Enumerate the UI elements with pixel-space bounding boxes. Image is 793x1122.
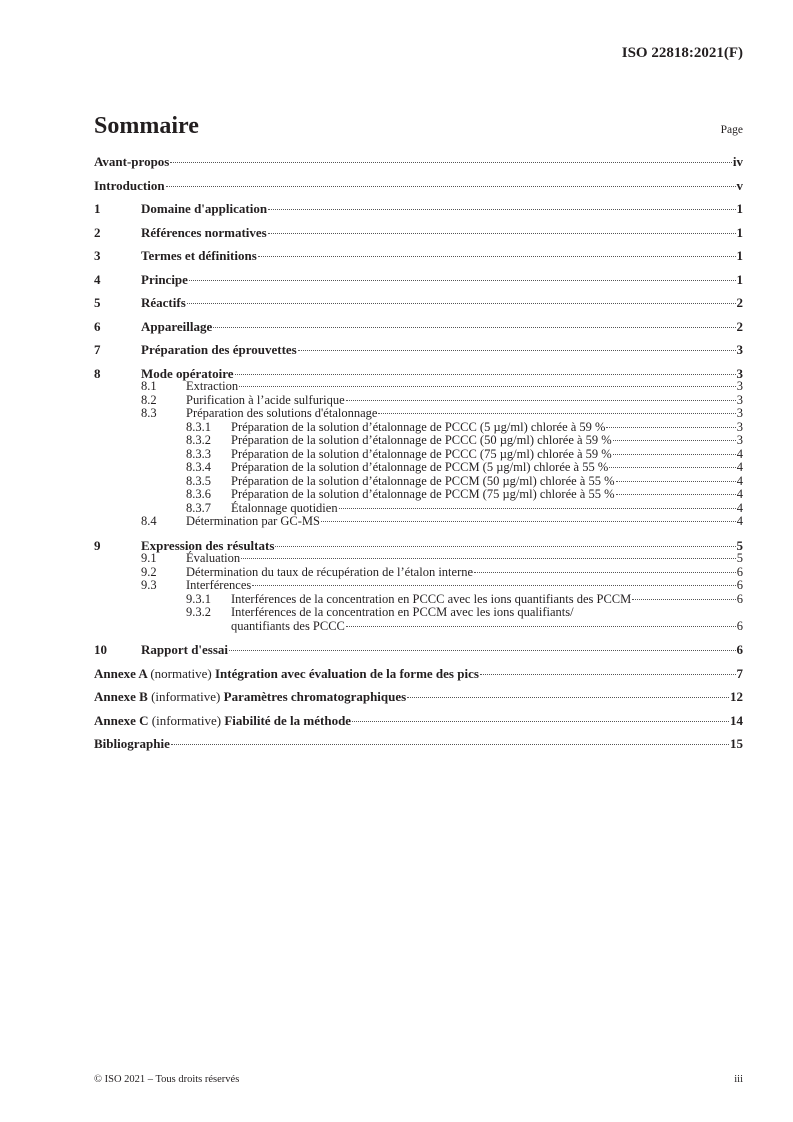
dot-leader <box>480 674 736 675</box>
page-column-label: Page <box>720 124 743 136</box>
toc-label: Préparation de la solution d’étalonnage de PCCM (5 µg/ml) chlorée à 55 % <box>231 460 609 474</box>
toc-label: Détermination du taux de récupération de l’étalon interne <box>186 564 474 579</box>
toc-page: 4 <box>736 487 743 501</box>
toc-page: 7 <box>736 665 743 681</box>
toc-entry-10[interactable] <box>94 643 743 657</box>
dot-leader <box>235 374 736 375</box>
toc-number: 8.4 <box>141 514 157 528</box>
dot-leader <box>268 233 736 234</box>
toc-label: Appareillage <box>141 318 213 334</box>
toc-number: 6 <box>94 318 101 334</box>
toc-entry-8-3-3[interactable] <box>94 448 743 462</box>
toc-number: 8.3.5 <box>186 473 211 488</box>
page-title: Sommaire <box>94 113 199 139</box>
table-of-contents <box>94 155 743 751</box>
toc-entry-bibliographie[interactable] <box>94 737 743 751</box>
dot-leader <box>275 546 735 547</box>
toc-entry-3[interactable] <box>94 249 743 263</box>
toc-label: Interférences de la concentration en PCCM avec les ions qualifiants/ <box>231 605 574 619</box>
toc-number: 9 <box>94 537 101 553</box>
dot-leader <box>632 599 736 600</box>
annex-prefix: Annexe A <box>94 665 148 681</box>
toc-number: 4 <box>94 271 101 287</box>
dot-leader <box>268 209 735 210</box>
dot-leader <box>229 650 735 651</box>
dot-leader <box>171 744 729 745</box>
toc-page: 6 <box>736 591 743 606</box>
dot-leader <box>606 427 735 428</box>
toc-page: 5 <box>736 537 743 553</box>
dot-leader <box>189 280 736 281</box>
toc-entry-9-3[interactable] <box>94 579 743 593</box>
toc-label: Expression des résultats <box>141 537 275 553</box>
toc-entry-8-3-4[interactable] <box>94 461 743 475</box>
toc-label: Préparation des éprouvettes <box>141 342 297 357</box>
toc-entry-8-3-6[interactable] <box>94 488 743 502</box>
toc-label: Préparation de la solution d’étalonnage de PCCM (50 µg/ml) chlorée à 55 % <box>231 473 615 488</box>
toc-page: iv <box>732 154 743 169</box>
toc-number: 8.3.2 <box>186 433 211 447</box>
toc-entry-6[interactable] <box>94 320 743 334</box>
toc-page: 14 <box>730 712 743 728</box>
toc-label: Termes et définitions <box>141 248 257 263</box>
toc-number: 9.3.1 <box>186 591 211 606</box>
dot-leader <box>609 467 736 468</box>
toc-label: Introduction <box>94 177 165 193</box>
toc-label: Détermination par GC-MS <box>186 514 321 528</box>
toc-entry-9-2[interactable] <box>94 566 743 580</box>
dot-leader <box>407 697 729 698</box>
toc-page: 1 <box>736 201 743 216</box>
dot-leader <box>613 440 736 441</box>
toc-entry-8-3-5[interactable] <box>94 475 743 489</box>
toc-page: 3 <box>736 379 743 393</box>
toc-entry-annex-a[interactable] <box>94 667 743 681</box>
page-number: iii <box>734 1074 743 1085</box>
toc-label: Purification à l’acide sulfurique <box>186 392 345 407</box>
toc-label: Interférences <box>186 578 252 592</box>
toc-page: 1 <box>736 224 743 240</box>
toc-label: Préparation de la solution d’étalonnage de PCCM (75 µg/ml) chlorée à 55 % <box>231 487 615 501</box>
title-row <box>94 113 743 140</box>
dot-leader <box>213 327 735 328</box>
annex-prefix: Annexe C <box>94 712 149 728</box>
dot-leader <box>321 521 736 522</box>
annex-type: (informative) <box>151 689 221 704</box>
toc-page: 1 <box>736 271 743 287</box>
toc-entry-9-3-2-continued[interactable] <box>94 620 743 634</box>
toc-entry-8-3-7[interactable] <box>94 502 743 516</box>
toc-page: 3 <box>736 342 743 357</box>
toc-label: Préparation de la solution d’étalonnage de PCCC (5 µg/ml) chlorée à 59 % <box>231 419 606 434</box>
toc-number: 2 <box>94 224 101 240</box>
dot-leader <box>616 494 736 495</box>
annex-type: (informative) <box>151 712 222 728</box>
toc-label: Bibliographie <box>94 736 170 751</box>
toc-entry-8[interactable] <box>94 367 743 381</box>
toc-label: Références normatives <box>141 224 267 240</box>
dot-leader <box>241 558 736 559</box>
toc-label: quantifiants des PCCC <box>231 618 345 633</box>
toc-number: 8.1 <box>141 379 157 393</box>
copyright-notice: © ISO 2021 – Tous droits réservés <box>94 1074 240 1085</box>
toc-number: 8.3.7 <box>186 500 211 515</box>
dot-leader <box>346 626 736 627</box>
toc-page: 3 <box>736 365 743 381</box>
toc-page: 1 <box>736 248 743 263</box>
toc-entry-9-3-2[interactable] <box>94 606 743 620</box>
dot-leader <box>346 400 736 401</box>
toc-number: 8.3.1 <box>186 419 211 434</box>
toc-label <box>94 714 351 728</box>
toc-entry-avant-propos[interactable] <box>94 155 743 169</box>
toc-label: Préparation de la solution d’étalonnage de PCCC (75 µg/ml) chlorée à 59 % <box>231 446 612 461</box>
toc-label <box>94 690 406 704</box>
toc-entry-9-1[interactable] <box>94 552 743 566</box>
toc-page: 6 <box>736 564 743 579</box>
toc-label: Préparation de la solution d’étalonnage de PCCC (50 µg/ml) chlorée à 59 % <box>231 433 612 447</box>
toc-number: 8.3.4 <box>186 460 211 474</box>
toc-page: 4 <box>736 460 743 474</box>
toc-page: 4 <box>736 514 743 528</box>
toc-number: 9.1 <box>141 551 157 565</box>
toc-entry-8-3[interactable] <box>94 407 743 421</box>
toc-entry-annex-c[interactable] <box>94 714 743 728</box>
dot-leader <box>378 413 735 414</box>
dot-leader <box>258 256 736 257</box>
toc-entry-1[interactable] <box>94 202 743 216</box>
toc-entry-7[interactable] <box>94 343 743 357</box>
toc-page: 3 <box>736 406 743 420</box>
toc-number: 9.3 <box>141 578 157 592</box>
toc-page: 3 <box>736 433 743 447</box>
toc-number: 8.3.6 <box>186 487 211 501</box>
toc-number: 8 <box>94 365 101 381</box>
toc-page: 6 <box>736 618 743 633</box>
toc-entry-annex-b[interactable] <box>94 690 743 704</box>
dot-leader <box>170 162 732 163</box>
toc-entry-9[interactable] <box>94 539 743 553</box>
annex-title: Intégration avec évaluation de la forme des pics <box>214 665 479 681</box>
toc-label: Étalonnage quotidien <box>231 500 338 515</box>
toc-page: 3 <box>736 392 743 407</box>
toc-entry-8-2[interactable] <box>94 394 743 408</box>
toc-number: 10 <box>94 642 107 657</box>
toc-page: 2 <box>736 295 743 310</box>
toc-page: 12 <box>730 689 743 704</box>
dot-leader <box>239 386 736 387</box>
toc-label: Évaluation <box>186 551 241 565</box>
toc-page: 6 <box>736 578 743 592</box>
toc-number: 9.2 <box>141 564 157 579</box>
dot-leader <box>474 572 736 573</box>
document-id: ISO 22818:2021(F) <box>621 45 743 61</box>
toc-page: 5 <box>736 551 743 565</box>
toc-entry-2[interactable] <box>94 226 743 240</box>
toc-number: 1 <box>94 201 101 216</box>
toc-page: 15 <box>730 736 743 751</box>
toc-number: 9.3.2 <box>186 605 211 619</box>
toc-number: 7 <box>94 342 101 357</box>
toc-entry-4[interactable] <box>94 273 743 287</box>
dot-leader <box>252 585 736 586</box>
toc-label: Préparation des solutions d'étalonnage <box>186 406 378 420</box>
toc-page: v <box>736 177 743 193</box>
toc-page: 3 <box>736 419 743 434</box>
dot-leader <box>166 186 736 187</box>
toc-label: Mode opératoire <box>141 365 234 381</box>
toc-label <box>94 667 479 681</box>
toc-number: 5 <box>94 295 101 310</box>
toc-number: 8.3 <box>141 406 157 420</box>
dot-leader <box>187 303 736 304</box>
dot-leader <box>613 454 736 455</box>
toc-label: Interférences de la concentration en PCCC avec les ions quantifiants des PCCM <box>231 591 632 606</box>
annex-type: (normative) <box>150 665 212 681</box>
toc-label: Extraction <box>186 379 239 393</box>
annex-prefix: Annexe B <box>94 689 148 704</box>
dot-leader <box>339 508 736 509</box>
toc-entry-8-3-2[interactable] <box>94 434 743 448</box>
annex-title: Paramètres chromatographiques <box>223 689 407 704</box>
toc-entry-8-3-1[interactable] <box>94 421 743 435</box>
toc-number: 3 <box>94 248 101 263</box>
toc-entry-5[interactable] <box>94 296 743 310</box>
page-footer <box>94 1074 743 1085</box>
toc-page: 4 <box>736 446 743 461</box>
toc-page: 6 <box>736 642 743 657</box>
toc-number: 8.2 <box>141 392 157 407</box>
toc-page: 4 <box>736 473 743 488</box>
toc-label: Avant-propos <box>94 154 170 169</box>
toc-label: Domaine d'application <box>141 201 268 216</box>
toc-page: 4 <box>736 500 743 515</box>
toc-page: 2 <box>736 318 743 334</box>
toc-number: 8.3.3 <box>186 446 211 461</box>
toc-label: Réactifs <box>141 295 186 310</box>
toc-entry-8-1[interactable] <box>94 380 743 394</box>
toc-label: Rapport d'essai <box>141 642 229 657</box>
toc-entry-9-3-1[interactable] <box>94 593 743 607</box>
annex-title: Fiabilité de la méthode <box>224 712 352 728</box>
dot-leader <box>298 350 736 351</box>
toc-entry-8-4[interactable] <box>94 515 743 529</box>
dot-leader <box>352 721 729 722</box>
toc-entry-introduction[interactable] <box>94 179 743 193</box>
dot-leader <box>616 481 736 482</box>
toc-label: Principe <box>141 271 188 287</box>
